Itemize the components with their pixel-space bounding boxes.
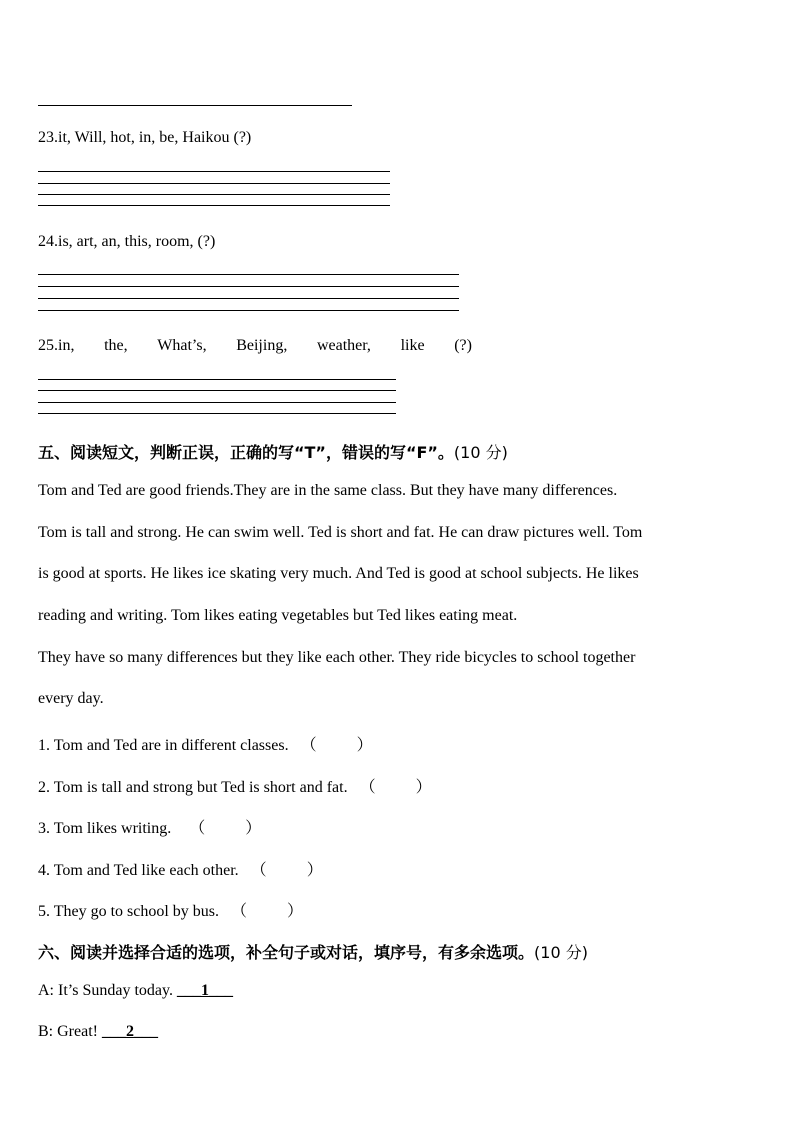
paren-close: ） [287, 903, 304, 920]
answer-blank[interactable] [301, 732, 373, 755]
dialogue-line-2 [38, 1023, 158, 1041]
word: 25.in, [38, 337, 75, 354]
answer-blank[interactable] [251, 857, 323, 880]
section-6-heading [38, 940, 588, 963]
passage-line: Tom and Ted are good friends.They are in the same class. But they have many differences. [38, 482, 618, 499]
tf-question-text: 2. Tom is tall and strong but Ted is short and fat. [38, 779, 348, 796]
tf-question-text: 1. Tom and Ted are in different classes. [38, 737, 289, 754]
passage-line: Tom is tall and strong. He can swim well. Ted is short and fat. He can draw pictures well. Tom [38, 524, 643, 541]
paren-close: ） [356, 737, 373, 754]
word: the, [104, 337, 128, 354]
answer-line[interactable] [38, 310, 459, 311]
answer-blank-1[interactable]: ___1___ [176, 982, 233, 999]
answer-line[interactable] [38, 402, 396, 403]
tf-question-4 [38, 857, 323, 880]
tf-question-text: 4. Tom and Ted like each other. [38, 862, 239, 879]
question-24: 24.is, art, an, this, room, (?) [38, 233, 216, 250]
tf-question-5 [38, 898, 303, 921]
paren-close: ） [245, 820, 262, 837]
answer-line[interactable] [38, 413, 396, 414]
section-5-points: (10 分) [453, 443, 508, 462]
paren-open: （ [300, 737, 317, 754]
answer-line[interactable] [38, 379, 396, 380]
answer-line[interactable] [38, 390, 396, 391]
dialogue-text: A: It’s Sunday today. [38, 982, 177, 999]
paren-open: （ [189, 820, 206, 837]
question-23: 23.it, Will, hot, in, be, Haikou (?) [38, 129, 252, 146]
passage-line: is good at sports. He likes ice skating very much. And Ted is good at school subjects. He likes [38, 565, 639, 582]
answer-blank-2[interactable]: ___2___ [101, 1023, 158, 1040]
answer-line[interactable] [38, 274, 459, 275]
tf-question-3 [38, 815, 261, 838]
answer-line[interactable] [38, 194, 390, 195]
paren-open: （ [250, 862, 267, 879]
tf-question-text: 5. They go to school by bus. [38, 903, 220, 920]
answer-line[interactable] [38, 205, 390, 206]
section-6-points: (10 分) [534, 943, 588, 962]
dialogue-text: B: Great! [38, 1023, 102, 1040]
answer-blank[interactable] [189, 815, 261, 838]
answer-line[interactable] [38, 286, 459, 287]
section-6-title: 六、阅读并选择合适的选项，补全句子或对话，填序号，有多余选项。 [38, 943, 535, 962]
word: What’s, [157, 337, 207, 354]
paren-open: （ [359, 779, 376, 796]
passage-line: every day. [38, 690, 104, 707]
question-25 [38, 337, 472, 355]
paren-close: ） [306, 862, 323, 879]
answer-line[interactable] [38, 298, 459, 299]
tf-question-text: 3. Tom likes writing. [38, 820, 172, 837]
answer-line[interactable] [38, 171, 390, 172]
passage-line: They have so many differences but they like each other. They ride bicycles to school together [38, 649, 636, 666]
section-5-heading [38, 440, 508, 463]
answer-blank[interactable] [231, 898, 303, 921]
word: weather, [316, 337, 371, 354]
section-5-title: 五、阅读短文，判断正误，正确的写“T”，错误的写“F”。 [38, 443, 454, 462]
answer-blank[interactable] [360, 774, 432, 797]
paren-close: ） [415, 779, 432, 796]
passage-line: reading and writing. Tom likes eating vegetables but Ted likes eating meat. [38, 607, 518, 624]
answer-line[interactable] [38, 105, 352, 106]
word: (?) [454, 337, 472, 354]
answer-line[interactable] [38, 183, 390, 184]
tf-question-2 [38, 774, 432, 797]
tf-question-1 [38, 732, 373, 755]
dialogue-line-1 [38, 982, 233, 1000]
paren-open: （ [231, 903, 248, 920]
word: like [400, 337, 425, 354]
word: Beijing, [236, 337, 288, 354]
